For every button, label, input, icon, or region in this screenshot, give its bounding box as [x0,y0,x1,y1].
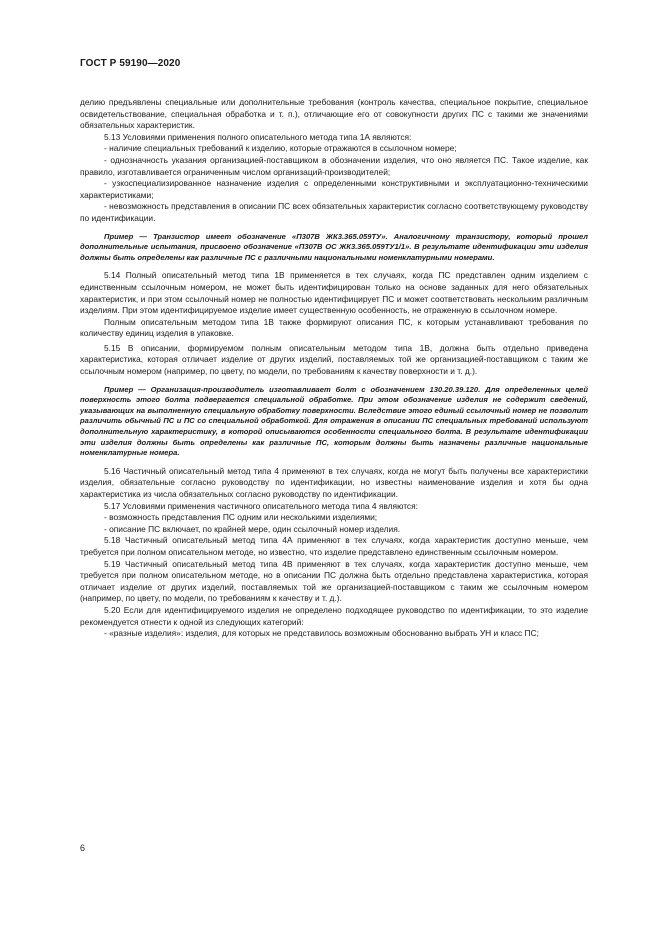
paragraph: Полным описательным методом типа 1В также формируют описания ПС, к которым устанавливают требования по количеству единиц изделия в упаковке. [80,316,588,339]
page-number: 6 [80,843,86,853]
example-bolt: Пример — Организация-производитель изготавливает болт с обозначением 130.20.39.120. Для определенных целей поверхность этого болта подвергается специальной обработке. При этом обозначение изделия не содержит сведений, указывающих на выполненную специальную обработку поверхности. Вследствие этого единый ссылочный номер не позволит различить обычный ПС и ПС со специальной обработкой. Для отражения в описании ПС специальных требований используют дополнительную характеристику, в которой описываются особенности специального болта. В результате идентификации эти изделия должны быть определены как различные ПС, которым должны быть назначены различные национальные номенклатурные номера. [80,384,588,458]
list-item: - невозможность представления в описании ПС всех обязательных характеристик согласно соответствующему руководству по идентификации. [80,201,588,223]
document-body [80,97,588,640]
paragraph-5-15: 5.15 В описании, формируемом полным описательным методом типа 1В, должна быть отдельно приведена характеристика, которая отличает изделие от других изделий, поставляемых той же организацией-поставщиком с таким же ссылочным номером (например, по цвету, по модели, по требованиям к качеству поверхности и т. д.). [80,342,588,377]
paragraph-5-13: 5.13 Условиями применения полного описательного метода типа 1А являются: [104,131,412,142]
document-header: ГОСТ Р 59190—2020 [80,58,181,69]
paragraph-5-16: 5.16 Частичный описательный метод типа 4 применяют в тех случаях, когда не могут быть получены все характеристики изделия, обязательные согласно руководству по идентификации, но известны наименование изделия и хотя бы одна характеристика из числа обязательных согласно руководству по идентификации. [80,465,588,499]
paragraph-continuation: делию предъявлены специальные или дополнительные требования (контроль качества, специальное покрытие, специальное освидетельствование, специальная обработка и т. п.), отличающие его от совокупности других ПС с такими же значениями обязательных характеристик. [80,97,588,131]
example-transistor: Пример — Транзистор имеет обозначение «П307В ЖК3.365.059ТУ». Аналогичному транзистору, который прошел дополнительные испытания, присвоено обозначение «П307В ОС ЖК3.365.059ТУ1/1». В результате идентификации эти изделия должны быть определены как различные ПС с различными национальными номенклатурными номерами. [80,231,588,262]
paragraph-5-19: 5.19 Частичный описательный метод типа 4В применяют в тех случаях, когда характеристик доступно меньше, чем требуется при полном описательном методе, но в описании ПС должна быть отдельно представлена характеристика, которая отличает изделие от других изделий, поставляемых той же организацией-поставщиком с таким же ссылочным номером (например, по цвету, по модели, по требованиям к качеству и т. д.). [80,558,588,604]
list-item: - «разные изделия»: изделия, для которых не представилось возможным обоснованно выбрать УН и класс ПС; [104,628,539,639]
list-item: - наличие специальных требований к изделию, которые отражаются в ссылочном номере; [104,143,457,154]
list-item: - возможность представления ПС одним или несколькими изделиями; [104,512,378,523]
paragraph-5-20: 5.20 Если для идентифицируемого изделия не определено подходящее руководство по идентификации, то это изделие рекомендуется отнести к одной из следующих категорий: [80,604,588,627]
list-item: - узкоспециализированное назначение изделия с определенными конструктивными и эксплуатационно-техническими характеристиками; [80,178,588,200]
list-item: - описание ПС включает, по крайней мере, один ссылочный номер изделия. [104,523,401,534]
list-item: - однозначность указания организацией-поставщиком в обозначении изделия, что оно является ПС. Такое изделие, как правило, изготавливается ограниченным числом организаций-производителей; [80,154,588,177]
paragraph-5-18: 5.18 Частичный описательный метод типа 4А применяют в тех случаях, когда характеристик доступно меньше, чем требуется при полном описательном методе, но известно, что изделие представлено единственным ссылочным номером. [80,535,588,557]
paragraph-5-14: 5.14 Полный описательный метод типа 1В применяется в тех случаях, когда ПС представлен одним изделием с единственным ссылочным номером, не может быть идентифицирован только на основе заданных для него обязательных характеристик, и при этом ссылочный номер не полностью идентифицирует ПС и может соответствовать нескольким различным изделиям. При этом идентифицируемое изделие имеет существенную особенность, не отраженную в ссылочном номере. [80,270,588,316]
paragraph-5-17: 5.17 Условиями применения частичного описательного метода типа 4 являются: [104,500,418,511]
